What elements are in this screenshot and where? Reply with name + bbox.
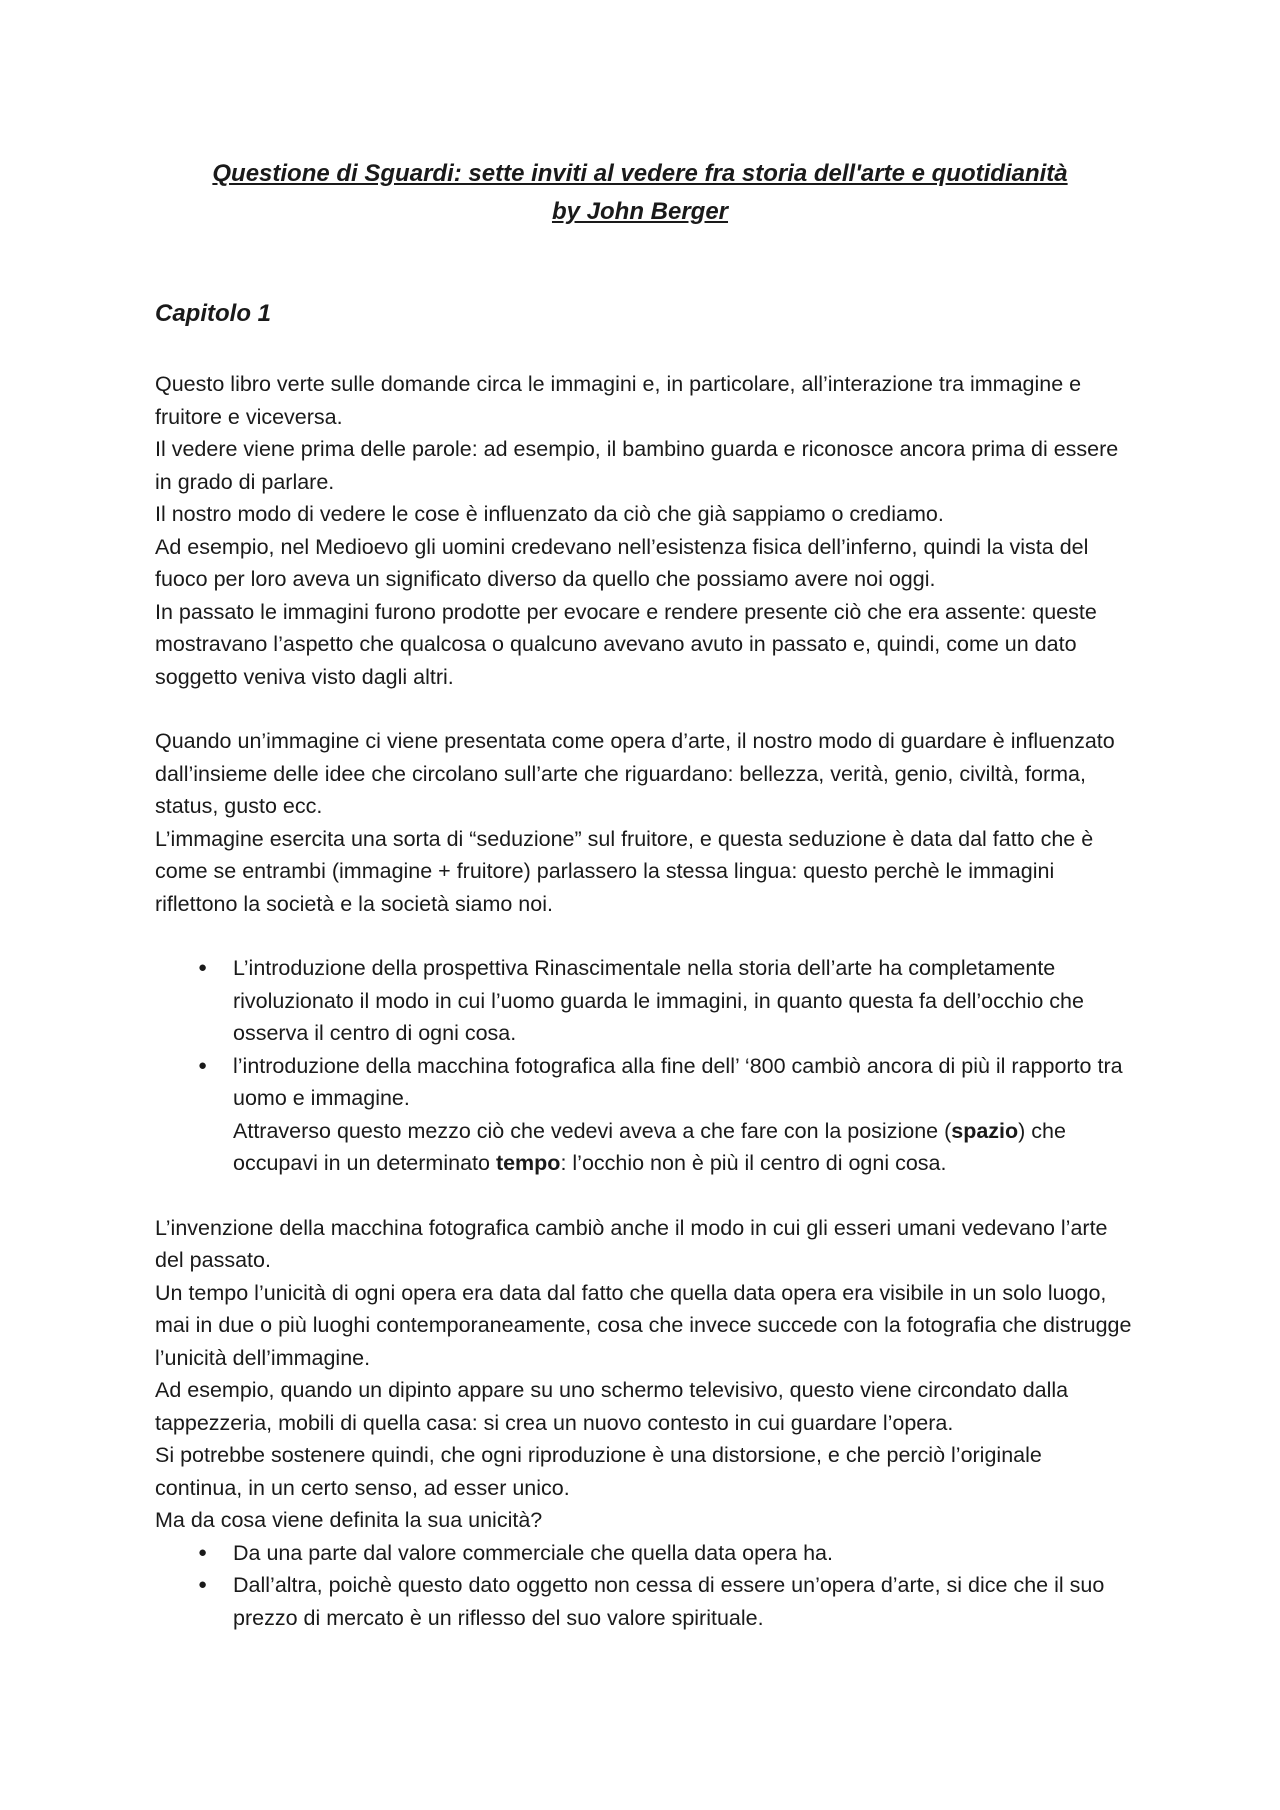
document-title (0, 155, 1280, 231)
document-body (155, 298, 1135, 1634)
paragraph: Questo libro verte sulle domande circa le immagini e, in particolare, all’interazione tra immagine e fruitore e viceversa. (155, 372, 1082, 429)
list-item-text: Da una parte dal valore commerciale che quella data opera ha. (233, 1540, 833, 1565)
bullet-icon: ● (198, 1056, 208, 1074)
chapter-heading: Capitolo 1 (155, 300, 272, 327)
list-item (155, 1569, 1135, 1634)
bold-term-spazio: spazio (951, 1118, 1019, 1143)
list-item (155, 1050, 1135, 1180)
paragraph: In passato le immagini furono prodotte per evocare e rendere presente ciò che era assente: queste mostravano l’aspetto che qualcosa o qualcuno avevano avuto in passato e, quindi, come un dato soggetto veniva visto dagli altri. (155, 599, 1097, 689)
paragraph: Ad esempio, nel Medioevo gli uomini credevano nell’esistenza fisica dell’inferno, quindi la vista del fuoco per loro aveva un significato diverso da quello che possiamo avere noi oggi. (155, 534, 1089, 591)
paragraph: Un tempo l’unicità di ogni opera era data dal fatto che quella data opera era visibile in un solo luogo, mai in due o più luoghi contemporaneamente, cosa che invece succede con la fotografia che distrugge l’unicità dell’immagine. (155, 1280, 1132, 1370)
section-3 (155, 1212, 1135, 1537)
list-item (155, 1537, 1135, 1570)
bullet-list-2 (155, 1537, 1135, 1635)
bullet-icon: ● (198, 1543, 208, 1561)
title-line-1: Questione di Sguardi: sette inviti al vedere fra storia dell'arte e quotidianità (212, 160, 1068, 187)
title-line-2: by John Berger (551, 198, 729, 225)
paragraph: Si potrebbe sostenere quindi, che ogni riproduzione è una distorsione, e che perciò l’originale continua, in un certo senso, ad esser unico. (155, 1443, 1042, 1500)
list-item-text: Dall’altra, poichè questo dato oggetto non cessa di essere un’opera d’arte, si dice che il suo prezzo di mercato è un riflesso del suo valore spirituale. (233, 1573, 1105, 1630)
list-item-text: l’introduzione della macchina fotografica alla fine dell’ ‘800 cambiò ancora di più il rapporto tra uomo e immagine. (233, 1053, 1123, 1110)
paragraph: Il vedere viene prima delle parole: ad esempio, il bambino guarda e riconosce ancora prima di essere in grado di parlare. (155, 437, 1119, 494)
bullet-icon: ● (198, 1576, 208, 1593)
section-2 (155, 725, 1135, 920)
paragraph: Ma da cosa viene definita la sua unicità? (155, 1508, 543, 1532)
paragraph: Quando un’immagine ci viene presentata come opera d’arte, il nostro modo di guardare è influenzato dall’insieme delle idee che circolano sull’arte che riguardano: bellezza, verità, genio, civiltà, forma, status, gusto ecc. (155, 729, 1115, 818)
paragraph: L’immagine esercita una sorta di “seduzione” sul fruitore, e questa seduzione è data dal fatto che è come se entrambi (immagine + fruitore) parlassero la stessa lingua: questo perchè le immagini riflettono la società e la società siamo noi. (155, 826, 1094, 916)
bullet-icon: ● (198, 959, 208, 976)
paragraph: Ad esempio, quando un dipinto appare su uno schermo televisivo, questo viene circondato dalla tappezzeria, mobili di quella casa: si crea un nuovo contesto in cui guardare l’opera. (155, 1378, 1069, 1435)
paragraph: Il nostro modo di vedere le cose è influenzato da ciò che già sappiamo o crediamo. (155, 502, 944, 526)
list-item-text: L’introduzione della prospettiva Rinascimentale nella storia dell’arte ha completamente rivoluzionato il modo in cui l’uomo guarda le immagini, in quanto questa fa dell’occhio che osserva il centro di ogni cosa. (233, 956, 1084, 1045)
bold-term-tempo: tempo (495, 1151, 561, 1175)
list-item-text: Attraverso questo mezzo ciò che vedevi aveva a che fare con la posizione ( (233, 1118, 952, 1143)
list-item-text: : l’occhio non è più il centro di ogni cosa. (560, 1151, 947, 1175)
paragraph: L’invenzione della macchina fotografica cambiò anche il modo in cui gli esseri umani vedevano l’arte del passato. (155, 1215, 1108, 1272)
list-item-text: ) che occupavi in un determinato (233, 1118, 1066, 1175)
bullet-list-1 (155, 952, 1135, 1180)
list-item (155, 952, 1135, 1050)
section-1 (155, 368, 1135, 693)
